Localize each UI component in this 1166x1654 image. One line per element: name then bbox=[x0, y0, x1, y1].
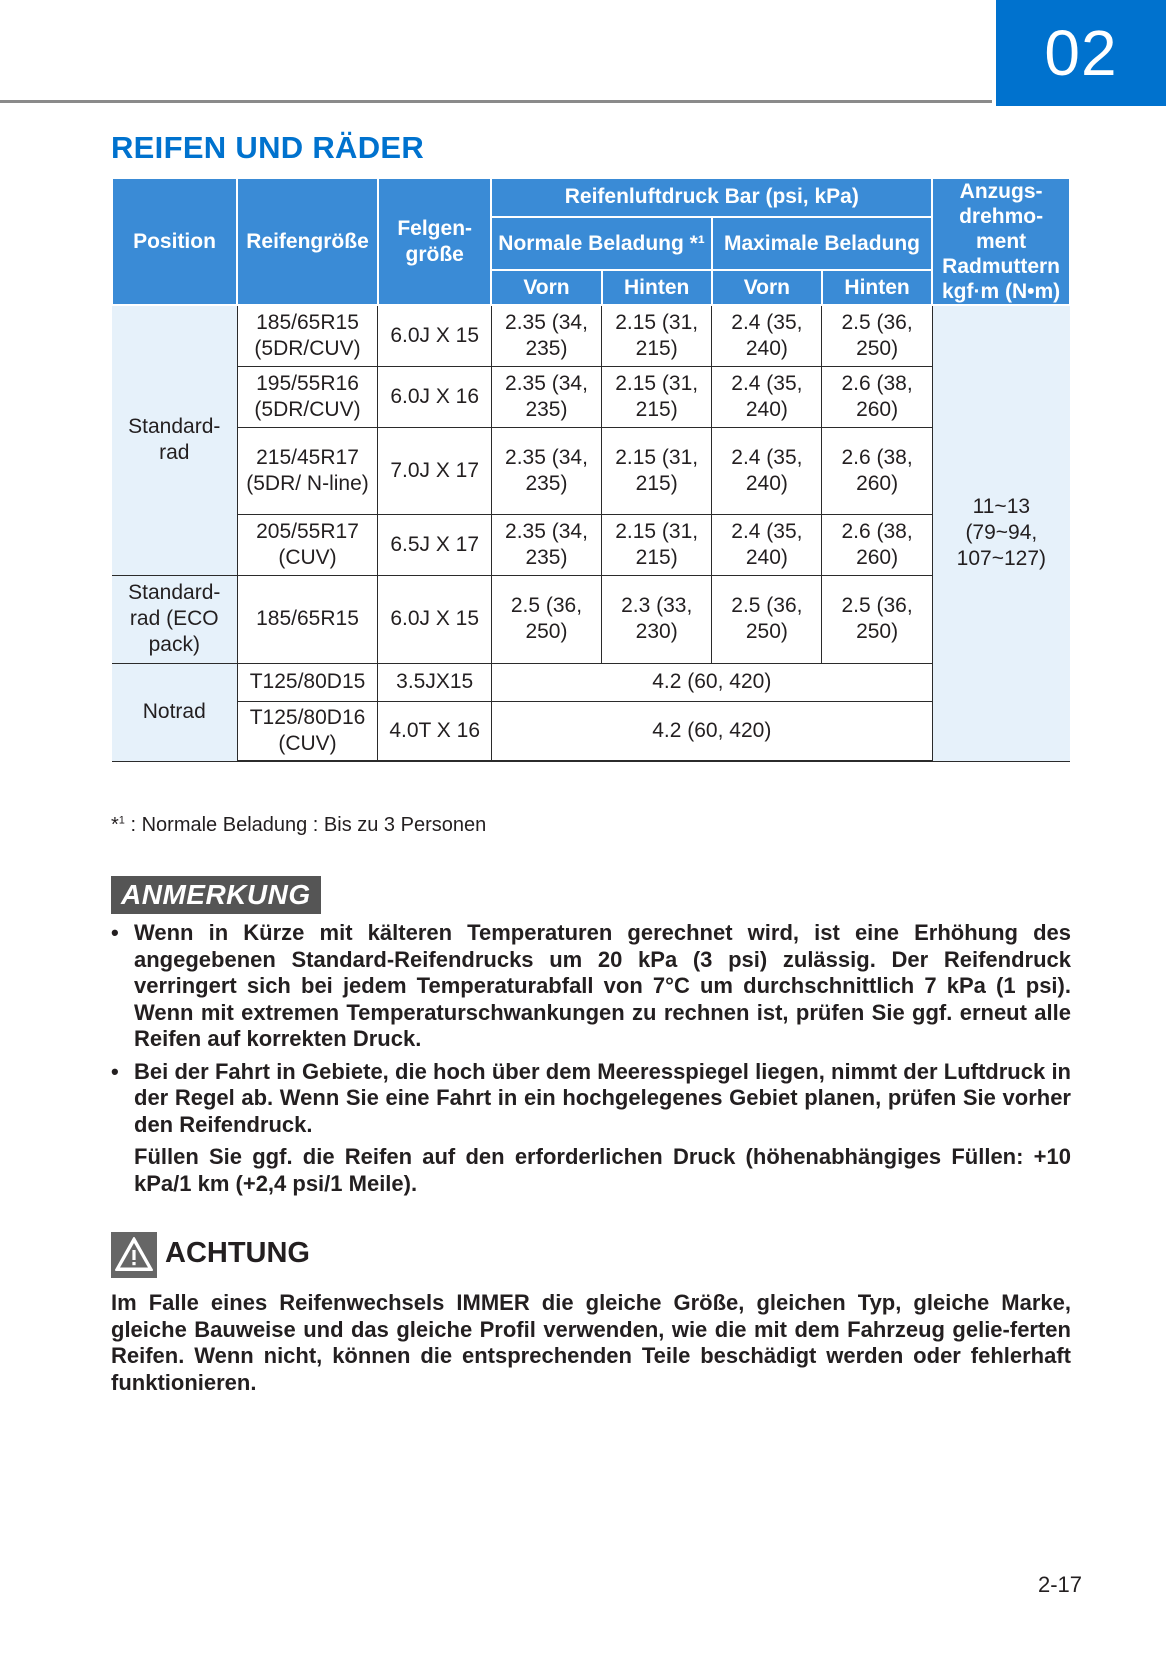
pressure-cell: 2.4 (35, 240) bbox=[712, 366, 822, 427]
pressure-cell: 2.6 (38, 260) bbox=[822, 427, 932, 514]
tire-size-cell: 215/45R17 (5DR/ N-line) bbox=[237, 427, 378, 514]
table-row bbox=[112, 305, 1070, 366]
pressure-cell: 2.5 (36, 250) bbox=[491, 575, 601, 663]
tire-size-cell: 195/55R16 (5DR/CUV) bbox=[237, 366, 378, 427]
pressure-cell: 2.35 (34, 235) bbox=[491, 514, 601, 575]
table-row bbox=[112, 427, 1070, 514]
pressure-cell: 2.15 (31, 215) bbox=[602, 305, 712, 366]
header-normal-load: Normale Beladung *¹ bbox=[491, 217, 711, 270]
pressure-cell: 2.35 (34, 235) bbox=[491, 427, 601, 514]
note-text-extra: Füllen Sie ggf. die Reifen auf den erforderlichen Druck (höhenabhängiges Füllen: +10 kPa/1 km (+2,4 psi/1 Meile). bbox=[134, 1144, 1071, 1196]
warning-triangle-icon bbox=[111, 1232, 157, 1278]
pressure-cell: 4.2 (60, 420) bbox=[491, 663, 932, 701]
footnote-text: : Normale Beladung : Bis zu 3 Personen bbox=[124, 814, 487, 836]
pressure-cell: 2.6 (38, 260) bbox=[822, 366, 932, 427]
pressure-cell: 2.5 (36, 250) bbox=[822, 575, 932, 663]
header-front-max: Vorn bbox=[712, 270, 822, 305]
footnote-sup: 1 bbox=[118, 814, 125, 827]
table-row bbox=[112, 701, 1070, 761]
torque-value: 11~13 (79~94, 107~127) bbox=[932, 305, 1070, 761]
pressure-cell: 4.2 (60, 420) bbox=[491, 701, 932, 761]
pressure-cell: 2.15 (31, 215) bbox=[602, 366, 712, 427]
header-position: Position bbox=[112, 178, 237, 305]
pressure-cell: 2.4 (35, 240) bbox=[712, 514, 822, 575]
tire-size-cell: T125/80D16 (CUV) bbox=[237, 701, 378, 761]
group-standard: Standard-rad bbox=[112, 305, 237, 575]
header-rear-normal: Hinten bbox=[602, 270, 712, 305]
bullet: • bbox=[111, 920, 119, 945]
header-rim-size: Felgen-größe bbox=[378, 178, 491, 305]
group-spare: Notrad bbox=[112, 663, 237, 761]
group-eco: Standard-rad (ECO pack) bbox=[112, 575, 237, 663]
note-text: Bei der Fahrt in Gebiete, die hoch über dem Meeresspiegel liegen, nimmt der Luftdruck in der Regel ab. Wenn Sie eine Fahrt in ein hochgelegenes Gebiet planen, prüfen Sie vorher den Reifendruck. bbox=[134, 1058, 1071, 1137]
tire-size-cell: T125/80D15 bbox=[237, 663, 378, 701]
pressure-cell: 2.35 (34, 235) bbox=[491, 305, 601, 366]
rim-size-cell: 6.0J X 15 bbox=[378, 575, 491, 663]
pressure-cell: 2.15 (31, 215) bbox=[602, 427, 712, 514]
table-row bbox=[112, 366, 1070, 427]
table-row bbox=[112, 514, 1070, 575]
pressure-cell: 2.5 (36, 250) bbox=[822, 305, 932, 366]
note-list bbox=[111, 920, 1071, 1203]
section-title: REIFEN UND RÄDER bbox=[111, 130, 425, 165]
table-row bbox=[112, 663, 1070, 701]
pressure-cell: 2.4 (35, 240) bbox=[712, 427, 822, 514]
warning-text: Im Falle eines Reifenwechsels IMMER die gleiche Größe, gleichen Typ, gleiche Marke, gleiche Bauweise und das gleiche Profil verwenden, wie die mit dem Fahrzeug gelie-ferten Reifen. Wenn nicht, können die entsprechenden Teile beschädigt werden oder fehlerhaft funktionieren. bbox=[111, 1290, 1071, 1395]
pressure-cell: 2.5 (36, 250) bbox=[712, 575, 822, 663]
note-text: Wenn in Kürze mit kälteren Temperaturen gerechnet wird, ist eine Erhöhung des angegebenen Standard-Reifendrucks um 20 kPa (3 psi) zulässig. Der Reifendruck verringert sich bei jedem Temperaturabfall von 7°C um durchschnittlich 7 kPa (1 psi). Wenn mit extremen Temperaturschwankungen zu rechnen ist, prüfen Sie ggf. erneut alle Reifen auf korrekten Druck. bbox=[134, 920, 1071, 1051]
rim-size-cell: 3.5JX15 bbox=[378, 663, 491, 701]
pressure-cell: 2.35 (34, 235) bbox=[491, 366, 601, 427]
footnote bbox=[111, 814, 486, 837]
tire-size-cell: 185/65R15 (5DR/CUV) bbox=[237, 305, 378, 366]
header-tire-size: Reifengröße bbox=[237, 178, 378, 305]
rim-size-cell: 6.0J X 16 bbox=[378, 366, 491, 427]
pressure-cell: 2.15 (31, 215) bbox=[602, 514, 712, 575]
header-pressure-group: Reifenluftdruck Bar (psi, kPa) bbox=[491, 178, 932, 217]
tire-spec-table bbox=[111, 177, 1071, 762]
chapter-tab: 02 bbox=[996, 0, 1166, 106]
header-front-normal: Vorn bbox=[491, 270, 601, 305]
tire-size-cell: 185/65R15 bbox=[237, 575, 378, 663]
page-number: 2-17 bbox=[1038, 1572, 1083, 1597]
footnote-marker: * bbox=[111, 814, 119, 836]
header-rear-max: Hinten bbox=[822, 270, 932, 305]
pressure-cell: 2.4 (35, 240) bbox=[712, 305, 822, 366]
rim-size-cell: 6.0J X 15 bbox=[378, 305, 491, 366]
tire-size-cell: 205/55R17 (CUV) bbox=[237, 514, 378, 575]
rim-size-cell: 4.0T X 16 bbox=[378, 701, 491, 761]
rim-size-cell: 6.5J X 17 bbox=[378, 514, 491, 575]
list-item bbox=[111, 920, 1071, 1053]
list-item bbox=[111, 1059, 1071, 1198]
header-rule bbox=[0, 100, 992, 103]
warning-title: ACHTUNG bbox=[165, 1237, 310, 1269]
bullet: • bbox=[111, 1058, 119, 1084]
pressure-cell: 2.3 (33, 230) bbox=[602, 575, 712, 663]
pressure-cell: 2.6 (38, 260) bbox=[822, 514, 932, 575]
table-row bbox=[112, 575, 1070, 663]
rim-size-cell: 7.0J X 17 bbox=[378, 427, 491, 514]
note-badge: ANMERKUNG bbox=[111, 876, 321, 914]
header-max-load: Maximale Beladung bbox=[712, 217, 932, 270]
header-torque: Anzugs-drehmo-ment Radmuttern kgf·m (N•m) bbox=[932, 178, 1070, 305]
